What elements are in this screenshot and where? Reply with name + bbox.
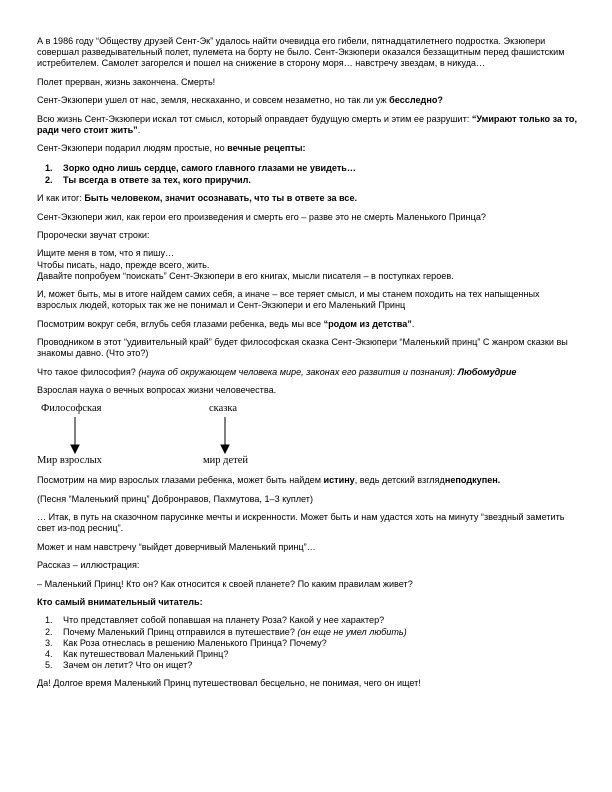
paragraph-conclusion: И как итог: Быть человеком, значит осознавать, что ты в ответе за все. [37, 193, 358, 204]
paragraph-recipes-intro: Сент-Экзюпери подарил людям простые, но вечные рецепты: [37, 143, 306, 154]
paragraph-prophetic: Пророчески звучат строки: [37, 229, 150, 240]
list-item: 3. Как Роза отнеслась в решению Маленького Принца? Почему? [45, 637, 327, 648]
paragraph-truth: Посмотрим на мир взрослых глазами ребенка, может быть найдем истину, ведь детский взгляднеподкупен. [37, 475, 501, 486]
diagram-label-fairytale: сказка [209, 403, 238, 415]
paragraph-journey: … Итак, в путь на сказочном парусинке мечты и искренности. Может быть и нам удастся хоть на минуту “звездный заметить свет из-под ресниц”. [37, 512, 565, 534]
paragraph-philosophy: Что такое философия? (наука об окружающем человека мире, законах его развития и познания): Любомудрие [37, 366, 517, 377]
poem-line: Чтобы писать, надо, прежде всего, жить. [37, 259, 210, 270]
list-item: 2. Ты всегда в ответе за тех, кого приручил. [45, 174, 251, 185]
list-item: 4. Как путешествовал Маленький Принц? [45, 649, 229, 660]
paragraph-traceless: Сент-Экзюпери ушел от нас, земля, нескаханно, и совсем незаметно, но так ли уж бесследно? [37, 95, 443, 106]
poem-lines [37, 248, 577, 282]
arrow-left-head [71, 445, 79, 453]
document-page [37, 36, 577, 697]
genre-diagram [37, 403, 577, 469]
paragraph-adult-science: Взрослая наука о вечных вопросах жизни человечества. [37, 385, 277, 396]
poem-line: Давайте попробуем “поискать” Сент-Экзюпери в его книгах, мысли писателя – в поступках героев. [37, 270, 454, 281]
paragraph-find-ourselves: И, может быть, мы в итоге найдем самих себя, а иначе – все теряет смысл, и мы станем походить на тех напыщенных взрослых людей, которых так же не понимал и Сент-Экзюпери и его Маленький Принц [37, 289, 540, 311]
arrow-right-head [221, 445, 229, 453]
paragraph-story-illustration: Рассказ – иллюстрация: [37, 560, 140, 571]
paragraph-prince-questions: – Маленький Принц! Кто он? Как относится к своей планете? По каким правилам живет? [37, 578, 413, 589]
poem-line: Ищите меня в том, что я пишу… [37, 248, 175, 259]
paragraph-childhood: Посмотрим вокруг себя, вглубь себя глазами ребенка, ведь мы все “родом из детства”. [37, 318, 415, 329]
paragraph-flight-interrupted: Полет прерван, жизнь закончена. Смерть! [37, 76, 216, 87]
paragraph-attentive-reader: Кто самый внимательный читатель: [37, 597, 203, 608]
paragraph-heroes: Сент-Экзюпери жил, как герои его произведения и смерть его – разве это не смерть Маленького Принца? [37, 211, 486, 222]
list-item: 1. Что представляет собой попавшая на планету Роза? Какой у нее характер? [45, 615, 385, 626]
diagram-label-child-world: мир детей [203, 455, 249, 467]
questions-list [37, 615, 577, 671]
paragraph-meet-prince: Может и нам навстречу “выйдет доверчивый Маленький принц”… [37, 541, 316, 552]
paragraph-aimless: Да! Долгое время Маленький Принц путешествовал бесцельно, не понимая, чего он ищет! [37, 678, 421, 689]
paragraph-guide: Проводником в этот “удивительный край” будет философская сказка Сент-Экзюпери “Маленький принц” С жанром сказки вы знакомы давно. (Что это?) [37, 337, 568, 359]
list-item: 5. Зачем он летит? Что он ищет? [45, 660, 193, 671]
diagram-label-adult-world: Мир взрослых [37, 455, 102, 467]
paragraph-meaning: Всю жизнь Сент-Экзюпери искал тот смысл, который оправдает будущую смерть и этим ее разрушит: “Умирают только за то, ради чего стоит жить”. [37, 113, 577, 135]
list-item: 2. Почему Маленький Принц отправился в путешествие? (он еще не умел любить) [45, 626, 407, 637]
recipes-list [37, 162, 577, 187]
paragraph-song: (Песня “Маленький принц” Добронравов, Пахмутова, 1–3 куплет) [37, 493, 313, 504]
list-item: 1. Зорко одно лишь сердце, самого главного глазами не увидеть… [45, 162, 356, 173]
paragraph-witness: А в 1986 году “Обществу друзей Сент-Эк” удалось найти очевидца его гибели, пятнадцатилетнего подростка. Экзюпери совершал разведывательный полет, пулемета на борту не было. Сент-Экзюпери оказался беззащитным перед фашистским истребителем. Самолет загорелся и пошел на снижение в сторону моря… навстречу звездам, в никуда… [37, 36, 565, 69]
diagram-label-philosophical: Философская [41, 403, 102, 415]
